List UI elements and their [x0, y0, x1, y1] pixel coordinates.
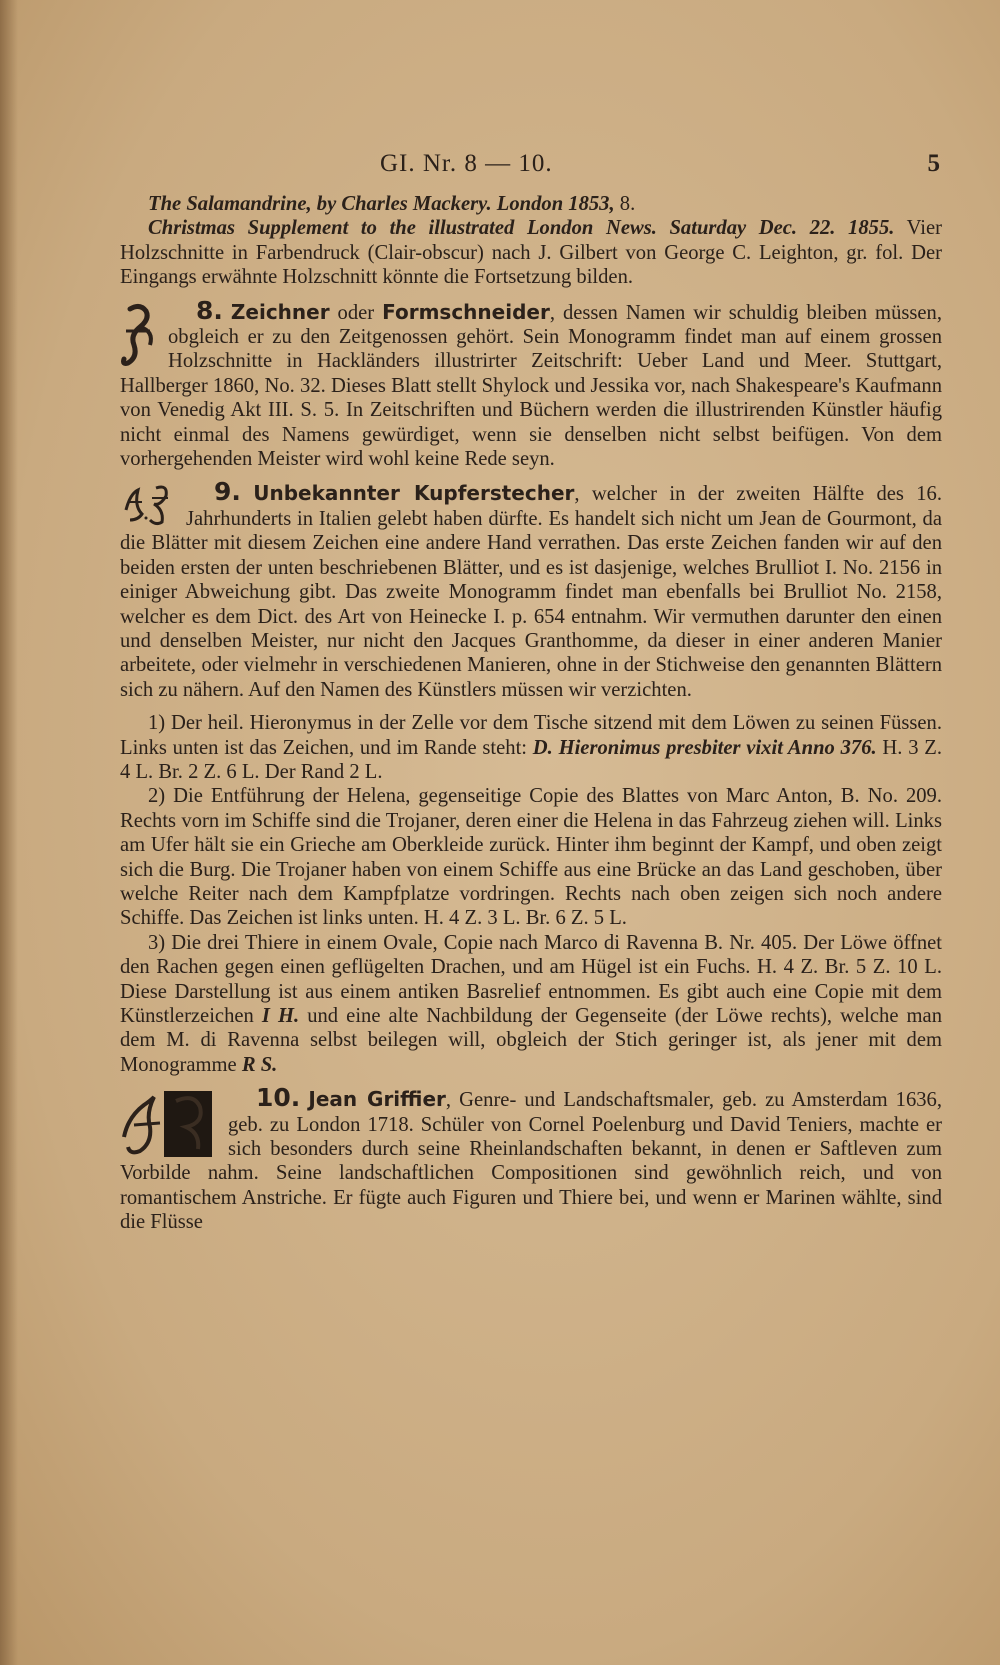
entry-9-item-2 [120, 784, 942, 930]
monogram-8-icon [120, 301, 158, 371]
monogram-10-icon [120, 1087, 218, 1161]
item-2-text: 2) Die Entführung der Helena, gegenseitige Copie des Blattes von Marc Anton, B. No. 209. Rechts vorn im Schiffe sind die Trojaner, deren einer die Helena in das Fahrzeug ziehen will. Links am Ufer hält sie ein Grieche am Oberkleide zurück. Hinter ihm beginnt der Kampf, und oben zeigt sich die Burg. Die Trojaner haben von einem Schiffe aus eine Brücke an das Land geschoben, über welche Reiter nach dem Kampfplatze vordringen. Rechts nach oben zeigen sich noch andere Schiffe. Das Zeichen ist links unten. H. 4 Z. 3 L. Br. 6 Z. 5 L. [120, 785, 942, 930]
entry-9-item-3 [120, 931, 942, 1077]
item-1-inscription: D. Hieronimus presbiter vixit Anno 376. [532, 736, 877, 759]
monogram-9-icon [120, 480, 176, 528]
entry-9-item-1 [120, 711, 942, 784]
paragraph-salamandrine [120, 192, 942, 216]
item-3-text: 3) Die drei Thiere in einem Ovale, Copie nach Marco di Ravenna B. Nr. 405. Der Löwe öffnet den Rachen gegen einen geflügelten Drachen, und am Hügel ist ein Fuchs. H. 4 Z. Br. 5 Z. 10 L. Diese Darstellung ist aus einem antiken Basrelief entnommen. Es gibt auch eine Copie mit dem Künstlerzeichen [120, 931, 942, 1027]
item-3-mark-rs: R S. [241, 1053, 278, 1076]
christmas-supplement-title: Christmas Supplement to the illustrated London News. Saturday Dec. 22. 1855. [148, 217, 895, 240]
entry-8-number: 8. [196, 295, 223, 325]
entry-10 [120, 1083, 943, 1234]
christmas-supplement-text: Vier Holzschnitte in Farbendruck (Clair-obscur) nach J. Gilbert von George C. Leighton, gr. fol. Der Eingangs erwähnte Holzschnitt könnte die Fortsetzung bilden. [120, 217, 942, 289]
salamandrine-title: The Salamandrine, by Charles Mackery. London 1853, [148, 193, 615, 215]
entry-8-name-zeichner: Zeichner [230, 299, 330, 324]
entry-9-name: Unbekannter Kupferstecher [253, 481, 575, 506]
entry-8 [120, 295, 942, 472]
page-header [120, 150, 940, 184]
entry-8-name-formschneider: Formschneider [382, 299, 550, 324]
item-1-text: 1) Der heil. Hieronymus in der Zelle vor dem Tische sitzend mit dem Löwen zu seinen Füssen. Links unten ist das Zeichen, und im Rande steht: [120, 712, 942, 759]
entry-9-text: , welcher in der zweiten Hälfte des 16. Jahrhunderts in Italien gelebt haben dürfte. Es handelt sich nicht um Jean de Gourmont, da die Blätter mit diesem Zeichen eine andere Hand verrathen. Das erste Zeichen fanden wir auf den beiden ersten der unten beschriebenen Blätter, und es ist dasjenige, welches Brulliot I. No. 2156 in einiger Abweichung gibt. Das zweite Monogramm findet man ebenfalls bei Brulliot No. 2158, welcher es dem Dict. des Art von Heinecke I. p. 654 entnahm. Wir vermuthen darunter den einen und denselben Meister, nur nicht den Jacques Granthomme, da dieser in einer anderen Manier arbeitete, oder vielmehr in verschiedenen Manieren, ohne in der Stichweise den genannten Blättern sich zu nähern. Auf den Namen des Künstlers müssen wir verzichten. [120, 483, 942, 701]
entry-10-name: Jean Griffier [308, 1087, 446, 1112]
entry-10-number: 10. [256, 1083, 301, 1113]
item-3-text-cont: und eine alte Nachbildung der Gegenseite (der Löwe rechts), welche man dem M. di Ravenna selbst beilegen will, obgleich der Stich geringer ist, als jener mit dem Monogramme [120, 1005, 942, 1076]
entry-9-number: 9. [214, 477, 241, 507]
entry-9 [120, 477, 942, 702]
item-3-mark-ih: I H. [261, 1005, 300, 1027]
item-1-dimensions: H. 3 Z. 4 L. Br. 2 Z. 6 L. Der Rand 2 L. [120, 736, 942, 783]
page-number: 5 [927, 150, 940, 177]
entry-8-text: , dessen Namen wir schuldig bleiben müssen, obgleich er zu den Zeitgenossen gehört. Sein Monogramm findet man auf einem grossen Holzschnitte in Hackländers illustrirter Zeitschrift: Ueber Land und Meer. Stuttgart, Hallberger 1860, No. 32. Dieses Blatt stellt Shylock und Jessika vor, nach Shakespeare's Kaufmann von Venedig Akt III. S. 5. In Zeitschriften und Büchern werden die illustrirenden Künstler häufig nicht einmal des Namens gewürdiget, wenn sie denselben nicht selbst beifügen. Von dem vorhergehenden Meister wird wohl keine Rede seyn. [120, 301, 942, 471]
running-title: GI. Nr. 8 — 10. [380, 150, 553, 177]
paragraph-christmas-supplement [120, 216, 942, 289]
entry-8-connector: oder [329, 301, 383, 324]
salamandrine-format: 8. [614, 193, 636, 215]
entry-10-text: , Genre- und Landschaftsmaler, geb. zu Amsterdam 1636, geb. zu London 1718. Schüler von Cornel Poelenburg und David Teniers, machte er sich besonders durch seine Rheinlandschaften bekannt, in denen er Saftleven zum Vorbilde nahm. Seine landschaftlichen Compositionen sind gewöhnlich reich, und von romantischem Anstriche. Er fügte auch Figuren und Thiere bei, und wenn er Marinen wählte, sind die Flüsse [120, 1089, 943, 1234]
body-text [120, 192, 942, 1235]
